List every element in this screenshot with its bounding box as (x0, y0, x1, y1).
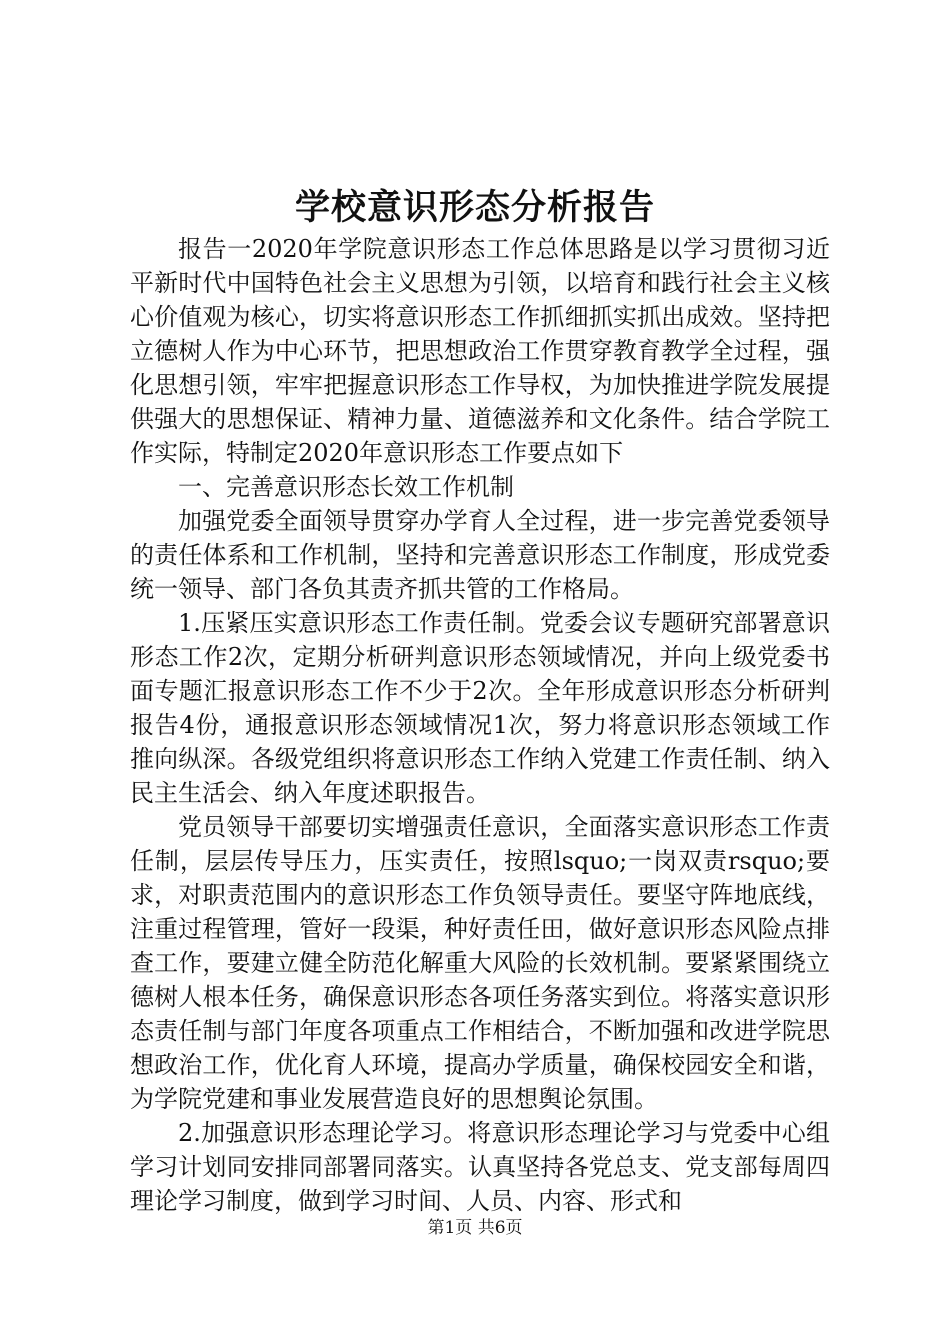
page-footer: 第1页 共6页 (427, 1218, 523, 1238)
paragraph-leaders-responsibility: 党员领导干部要切实增强责任意识，全面落实意识形态工作责任制，层层传导压力，压实责任，按照lsquo;一岗双责rsquo;要求，对职责范围内的意识形态工作负领导责任。要坚守阵地底线，注重过程管理，管好一段渠，种好责任田，做好意识形态风险点排查工作，要建立健全防范化解重大风险的长效机制。要紧紧围绕立德树人根本任务，确保意识形态各项任务落实到位。将落实意识形态责任制与部门年度各项重点工作相结合，不断加强和改进学院思想政治工作，优化育人环境，提高办学质量，确保校园安全和谐，为学院党建和事业发展营造良好的思想舆论氛围。 (130, 813, 830, 1113)
document-body (130, 232, 830, 1218)
paragraph-intro: 报告一2020年学院意识形态工作总体思路是以学习贯彻习近平新时代中国特色社会主义思想为引领，以培育和践行社会主义核心价值观为核心，切实将意识形态工作抓细抓实抓出成效。坚持把立德树人作为中心环节，把思想政治工作贯穿教育教学全过程，强化思想引领，牢牢把握意识形态工作导权，为加快推进学院发展提供强大的思想保证、精神力量、道德滋养和文化条件。结合学院工作实际，特制定2020年意识形态工作要点如下 (130, 235, 830, 467)
paragraph-item-1: 1.压紧压实意识形态工作责任制。党委会议专题研究部署意识形态工作2次，定期分析研判意识形态领域情况，并向上级党委书面专题汇报意识形态工作不少于2次。全年形成意识形态分析研判报告4份，通报意识形态领域情况1次，努力将意识形态领域工作推向纵深。各级党组织将意识形态工作纳入党建工作责任制、纳入民主生活会、纳入年度述职报告。 (130, 609, 830, 807)
paragraph-section-1-intro: 加强党委全面领导贯穿办学育人全过程，进一步完善党委领导的责任体系和工作机制，坚持和完善意识形态工作制度，形成党委统一领导、部门各负其责齐抓共管的工作格局。 (130, 507, 830, 603)
paragraph-item-2: 2.加强意识形态理论学习。将意识形态理论学习与党委中心组学习计划同安排同部署同落实。认真坚持各党总支、党支部每周四理论学习制度，做到学习时间、人员、内容、形式和 (130, 1119, 830, 1215)
document-title: 学校意识形态分析报告 (294, 187, 655, 228)
section-heading-1: 一、完善意识形态长效工作机制 (178, 473, 514, 501)
